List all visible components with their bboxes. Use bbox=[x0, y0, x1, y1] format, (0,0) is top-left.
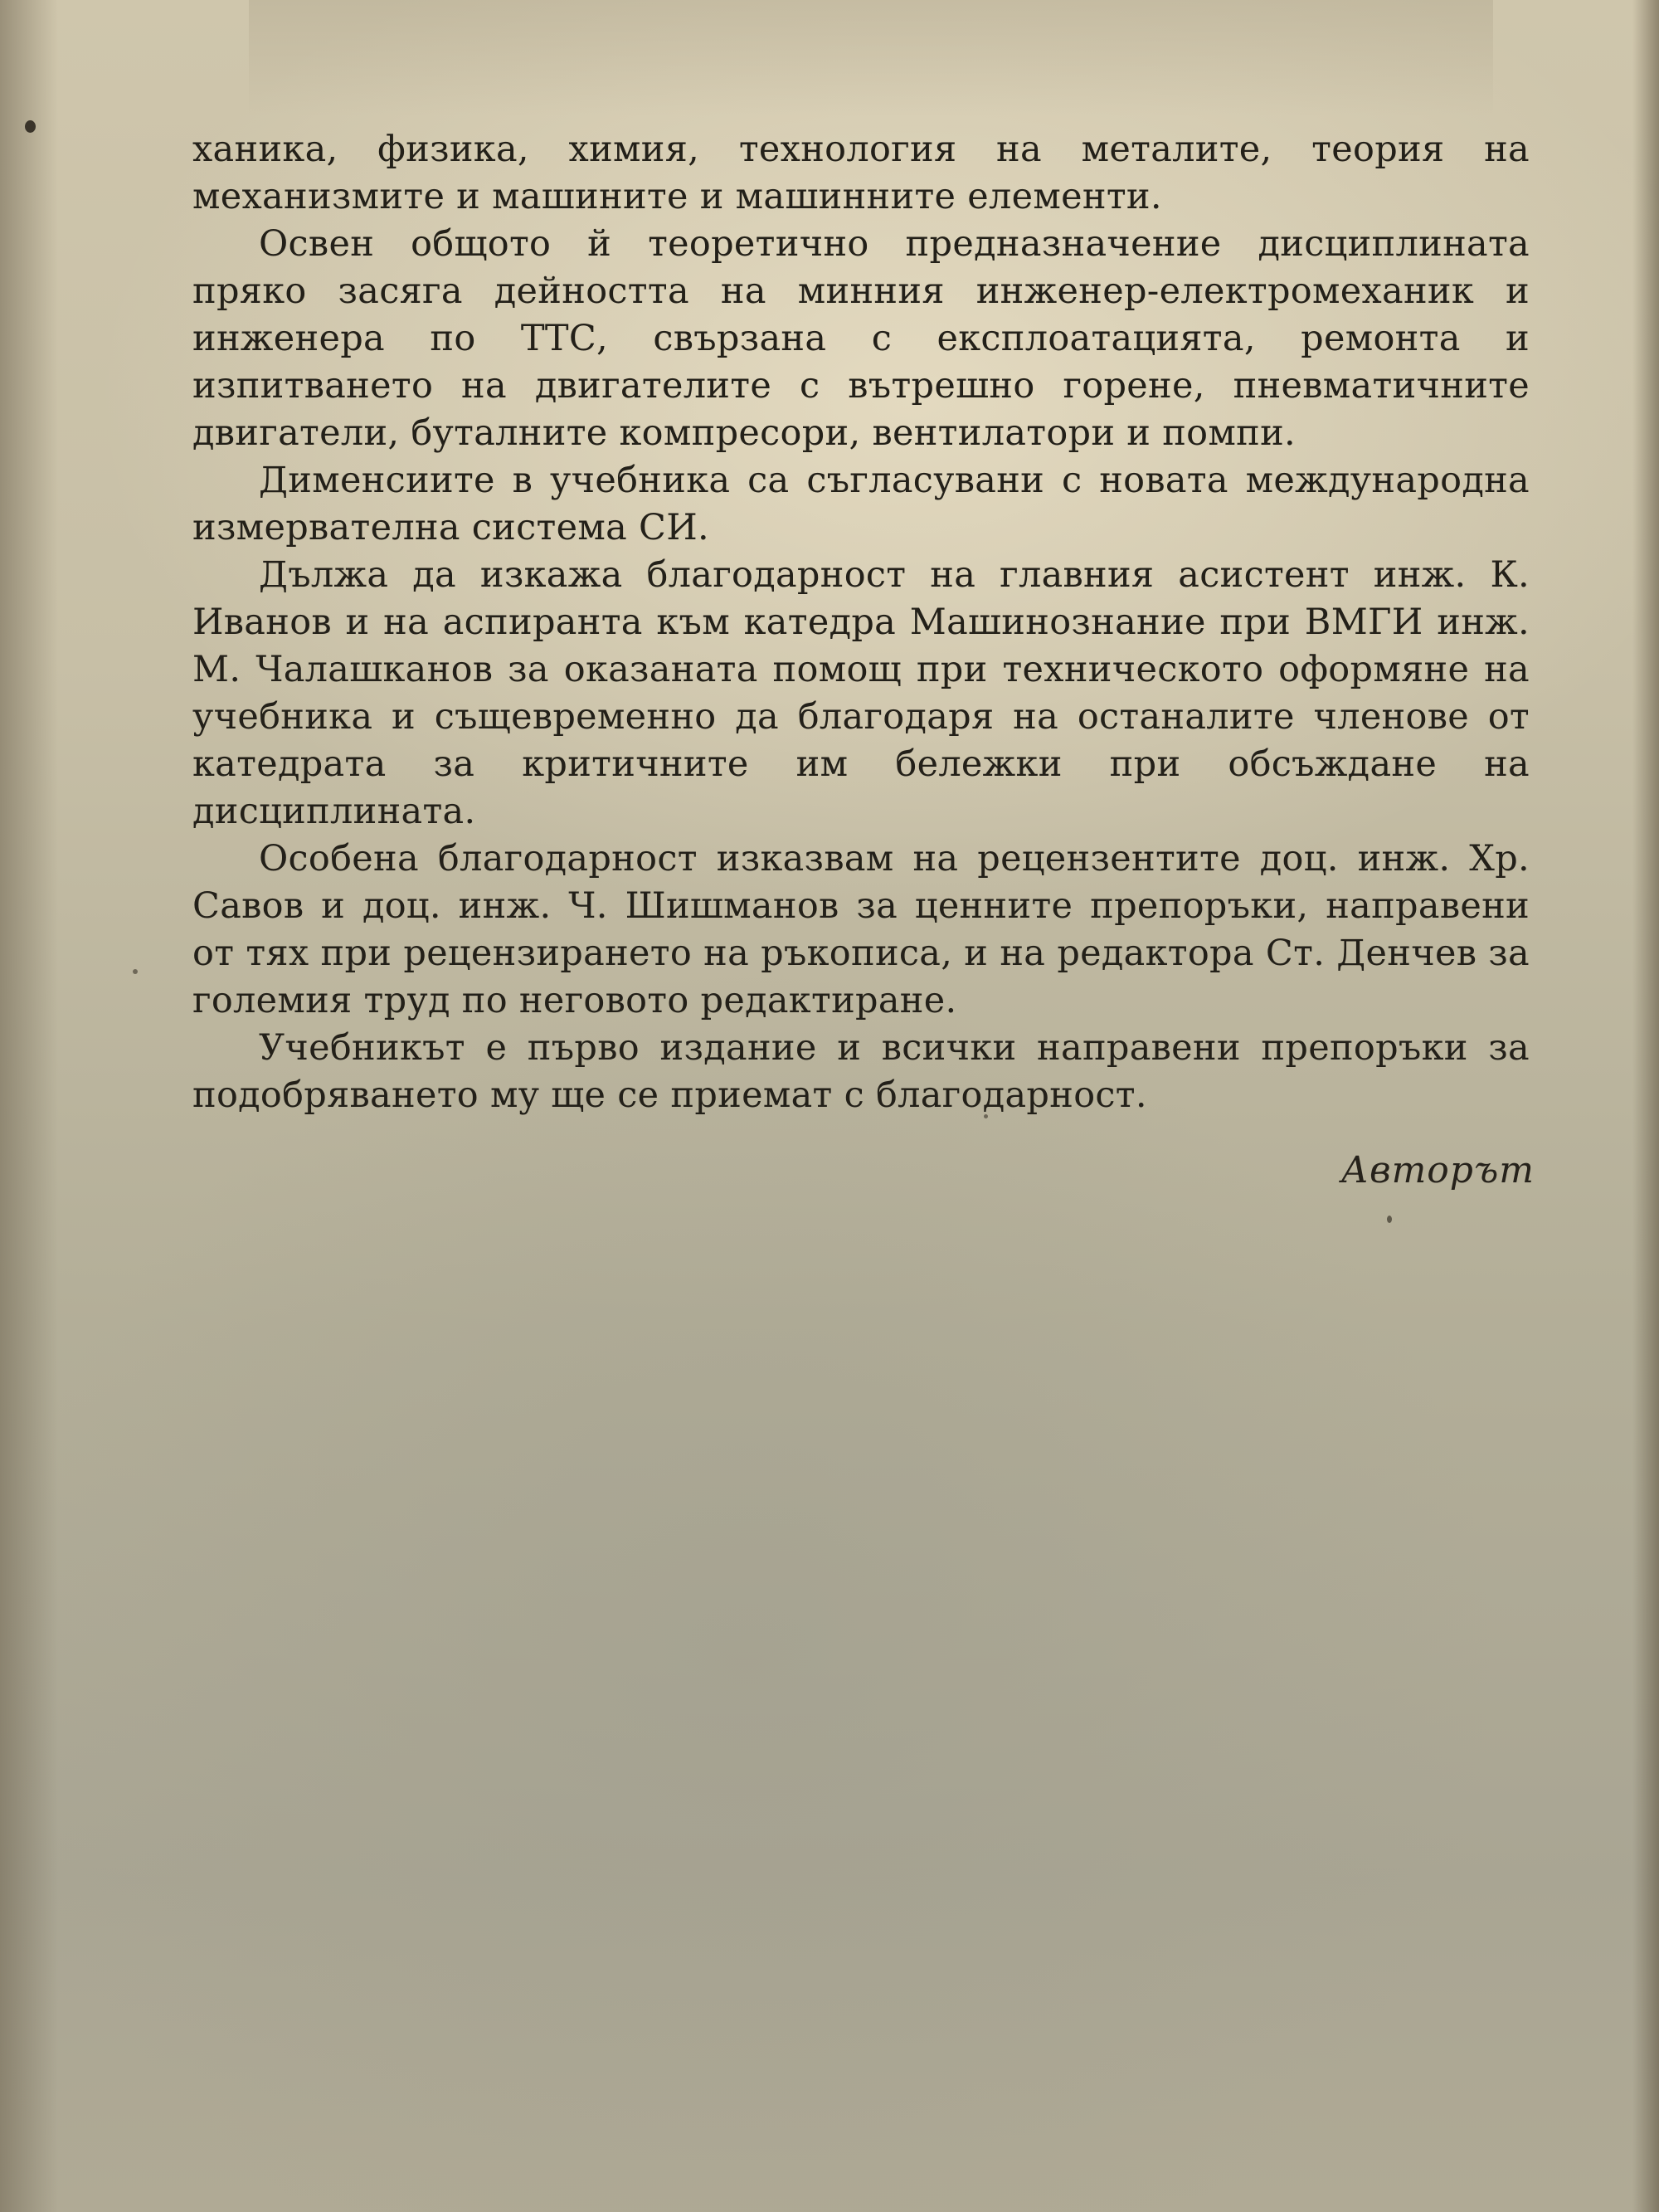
paragraph-first-edition: Учебникът е първо издание и всички направени препоръки за подобряването му ще се приемат с благодарност. bbox=[192, 1027, 1530, 1116]
paragraph-purpose: Освен общото й теоретично предназначение дисциплината пряко засяга дейността на минния инженер-електромеханик и инженера по ТТС, свързана с експлоатацията, ремонта и изпитването на двигателите с вътрешно горене, пневматичните двигатели, буталните компресори, вентилатори и помпи. bbox=[192, 223, 1530, 454]
ink-speck bbox=[25, 120, 36, 133]
paragraph-thanks: Дължа да изкажа благодарност на главния асистент инж. К. Иванов и на аспиранта към катедра Машинознание при ВМГИ инж. М. Чалашканов за оказаната помощ при техническото оформяне на учебника и същевременно да благодаря на останалите членове от катедрата за критичните им бележки при обсъждане на дисциплината. bbox=[192, 554, 1530, 832]
spine-shadow bbox=[0, 0, 58, 2212]
paragraph-continuation: ханика, физика, химия, технология на металите, теория на механизмите и машините и машинните елементи. bbox=[192, 129, 1530, 217]
ink-speck bbox=[1387, 1216, 1392, 1223]
bleed-through bbox=[249, 0, 1493, 116]
page-edge bbox=[1632, 0, 1659, 2212]
ink-speck bbox=[133, 969, 138, 974]
paragraph-reviewers: Особена благодарност изказвам на рецензентите доц. инж. Хр. Савов и доц. инж. Ч. Шишманов за ценните препоръки, направени от тях при рецензирането на ръкописа, и на редактора Ст. Денчев за големия труд по неговото редактиране. bbox=[192, 838, 1530, 1021]
body-text bbox=[192, 126, 1530, 1119]
author-signature: Авторът bbox=[1340, 1149, 1535, 1191]
paragraph-dimensions: Дименсиите в учебника са съгласувани с новата международна измервателна система СИ. bbox=[192, 460, 1530, 548]
